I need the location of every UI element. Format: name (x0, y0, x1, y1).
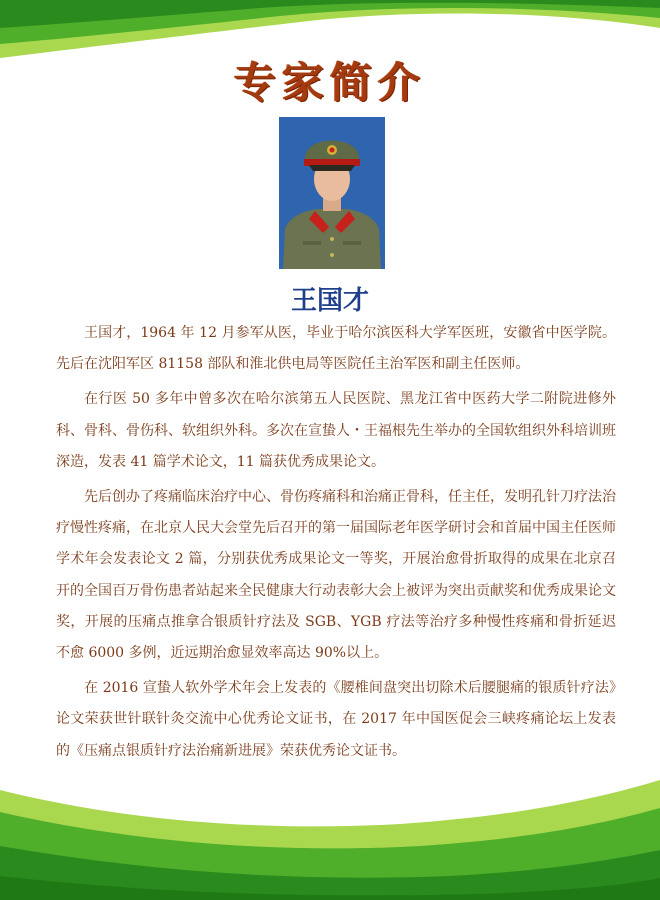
bio-paragraph: 在 2016 宣蛰人软外学术年会上发表的《腰椎间盘突出切除术后腰腿痛的银质针疗法》论文荣获世针联针灸交流中心优秀论文证书，在 2017 年中国医促会三峡疼痛论坛上发表的《压痛点银质针疗法治痛新进展》荣获优秀论文证书。 (56, 680, 616, 759)
bio-paragraph: 王国才，1964 年 12 月参军从医，毕业于哈尔滨医科大学军医班，安徽省中医学院。先后在沈阳军区 81158 部队和淮北供电局等医院任主治军医和副主任医师。 (56, 325, 616, 373)
bio-paragraph: 先后创办了疼痛临床治疗中心、骨伤疼痛科和治痛正骨科，任主任，发明孔针刀疗法治疗慢性疼痛，在北京人民大会堂先后召开的第一届国际老年医学研讨会和首届中国主任医师学术年会发表论文 2 篇，分别获优秀成果论文一等奖，开展治愈骨折取得的成果在北京召开的全国百万骨伤患者站起来全民健康大行动表彰大会上被评为突出贡献奖和优秀成果论文奖，开展的压痛点推拿合银质针疗法及 SGB、YGB 疗法等治疗多种慢性疼痛和骨折延迟不愈 6000 多例，近远期治愈显效率高达 90%以上。 (56, 489, 616, 662)
biography (56, 318, 616, 771)
bottom-wave-decoration (0, 750, 660, 900)
portrait-photo (279, 117, 385, 269)
page-title: 专家简介 (233, 58, 426, 107)
expert-name: 王国才 (290, 286, 369, 316)
bio-paragraph: 在行医 50 多年中曾多次在哈尔滨第五人民医院、黑龙江省中医药大学二附院进修外科、骨科、骨伤科、软组织外科。多次在宣蛰人・王福根先生举办的全国软组织外科培训班深造，发表 41 篇学术论文，11 篇获优秀成果论文。 (56, 391, 616, 470)
portrait-image (279, 117, 385, 269)
